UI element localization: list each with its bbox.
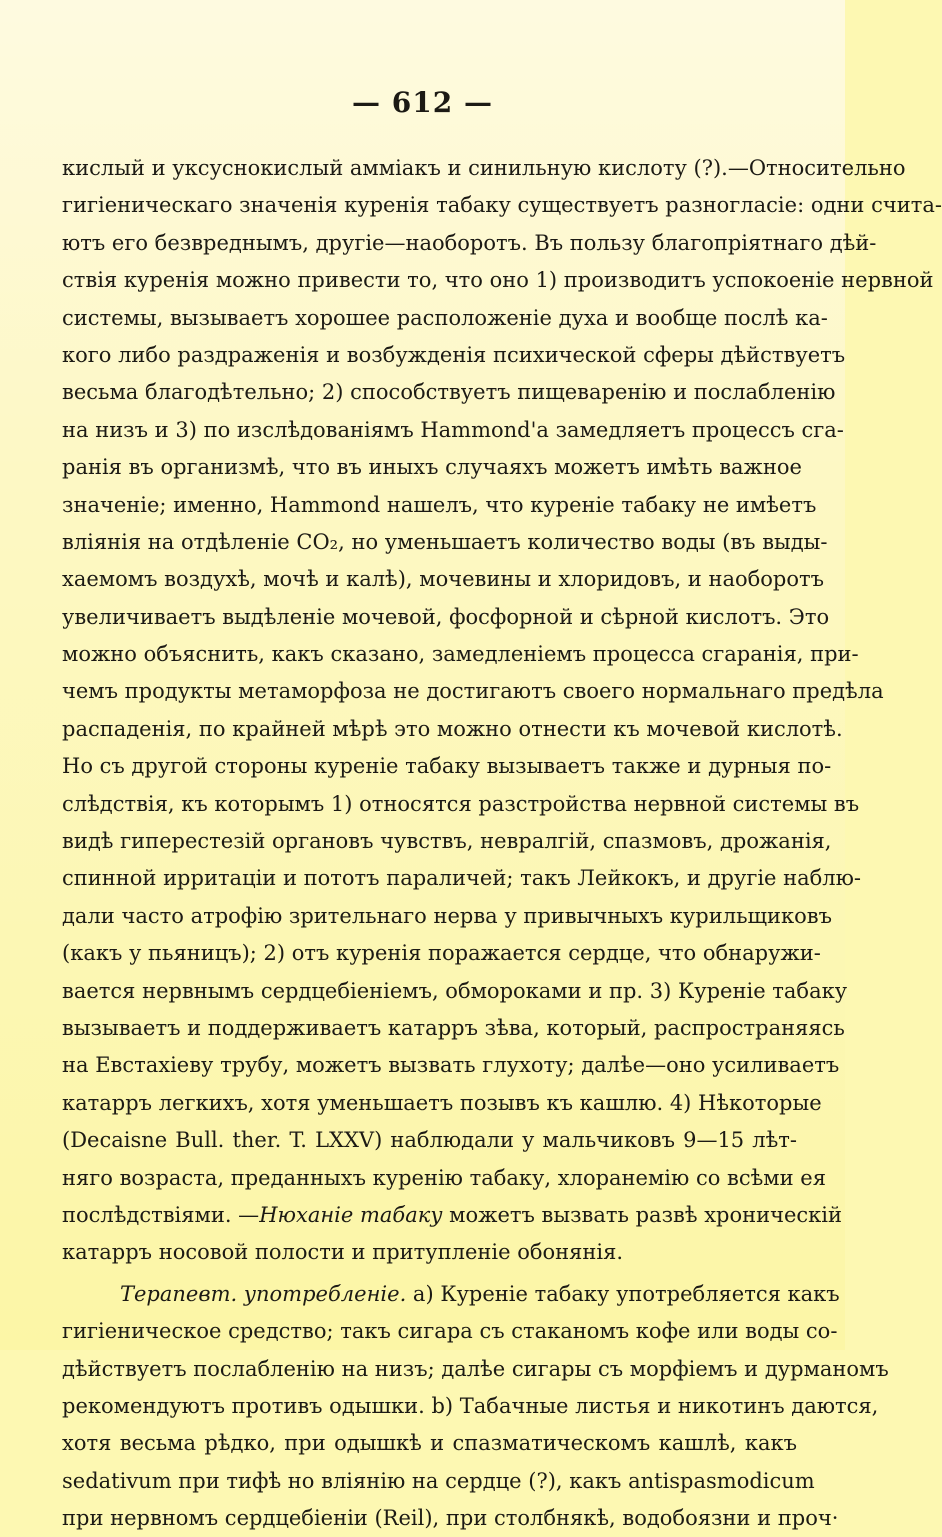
text-line-section-heading	[62, 1276, 840, 1313]
text-line: гигiеническое средство; такъ сигара съ стаканомъ кофе или воды со-	[62, 1319, 838, 1344]
text-segment: послѣдствiями. —	[62, 1202, 260, 1227]
text-segment: можетъ вызвать развѣ хроническiй	[442, 1202, 843, 1227]
text-line: на низъ и 3) по изслѣдованiямъ Hammond'а замедляетъ процессъ сга-	[62, 417, 844, 442]
body-text	[62, 150, 942, 1537]
text-line: видѣ гиперестезiй органовъ чувствъ, невралгiй, спазмовъ, дрожанiя,	[62, 829, 832, 854]
text-line: Но съ другой стороны куренiе табаку вызываетъ также и дурныя по-	[62, 754, 832, 779]
text-line: няго возраста, преданныхъ куренiю табаку, хлоранемiю со всѣми ея	[62, 1165, 826, 1190]
text-line: дѣйствуетъ послабленiю на низъ; далѣе сигары съ морфiемъ и дурманомъ	[62, 1356, 889, 1381]
text-line: дали часто атрофiю зрительнаго нерва у привычныхъ курильщиковъ	[62, 903, 832, 928]
text-line: можно объяснить, какъ сказано, замедленiемъ процесса сгаранiя, при-	[62, 642, 859, 667]
text-line: (Decaisne Bull. ther. T. LXXV) наблюдали у мальчиковъ 9—15 лѣт-	[62, 1128, 797, 1153]
italic-heading-therapeutic: Терапевт. употребленiе.	[120, 1281, 407, 1306]
text-line: катарръ носовой полости и притупленiе обонянiя.	[62, 1240, 624, 1265]
text-line: спинной ирритацiи и пототъ параличей; такъ Лейкокъ, и другiе наблю-	[62, 866, 862, 891]
text-line: гигiеническаго значенiя куренiя табаку существуетъ разногласiе: одни счита-	[62, 193, 942, 218]
text-line: влiянiя на отдѣленiе CO₂, но уменьшаетъ количество воды (въ выды-	[62, 529, 828, 554]
text-line: значенiе; именно, Hammond нашелъ, что куренiе табаку не имѣетъ	[62, 492, 817, 517]
text-line: на Евстахiеву трубу, можетъ вызвать глухоту; далѣе—оно усиливаетъ	[62, 1053, 840, 1078]
text-line: вызываетъ и поддерживаетъ катарръ зѣва, который, распространяясь	[62, 1015, 845, 1040]
page-number: — 612 —	[352, 86, 493, 119]
text-line: хаемомъ воздухѣ, мочѣ и калѣ), мочевины и хлоридовъ, и наоборотъ	[62, 567, 824, 592]
text-line: увеличиваетъ выдѣленiе мочевой, фосфорной и сѣрной кислотъ. Это	[62, 604, 830, 629]
text-segment: а) Куренiе табаку употребляется какъ	[406, 1281, 840, 1306]
text-line: sedativum при тифѣ но влiянiю на сердце (?), какъ antispasmodicum	[62, 1468, 815, 1493]
text-line: слѣдствiя, къ которымъ 1) относятся разстройства нервной системы въ	[62, 791, 860, 816]
text-line: чемъ продукты метаморфоза не достигаютъ своего нормальнаго предѣла	[62, 679, 884, 704]
text-line: ранiя въ организмѣ, что въ иныхъ случаяхъ можетъ имѣть важное	[62, 455, 802, 480]
text-line: (какъ у пьяницъ); 2) отъ куренiя поражается сердце, что обнаружи-	[62, 941, 821, 966]
italic-heading-snuff: Нюханiе табаку	[259, 1202, 443, 1227]
text-line: распаденiя, по крайней мѣрѣ это можно отнести къ мочевой кислотѣ.	[62, 716, 843, 741]
text-line: рекомендуютъ противъ одышки. b) Табачные листья и никотинъ даются,	[62, 1393, 879, 1418]
text-line: хотя весьма рѣдко, при одышкѣ и спазматическомъ кашлѣ, какъ	[62, 1431, 797, 1456]
text-line: кислый и уксуснокислый аммiакъ и синильную кислоту (?).—Относительно	[62, 156, 906, 180]
text-line: ствiя куренiя можно привести то, что оно 1) производитъ успокоенiе нервной	[62, 268, 934, 293]
text-line: кого либо раздраженiя и возбужденiя психической сферы дѣйствуетъ	[62, 342, 846, 367]
text-line: вается нервнымъ сердцебiенiемъ, обмороками и пр. 3) Куренiе табаку	[62, 978, 848, 1003]
text-line: системы, вызываетъ хорошее расположенiе духа и вообще послѣ ка-	[62, 305, 828, 330]
text-line: при нервномъ сердцебiенiи (Reil), при столбнякѣ, водобоязни и проч·	[62, 1506, 839, 1531]
text-line: ютъ его безвреднымъ, другiе—наоборотъ. Въ пользу благопрiятнаго дѣй-	[62, 230, 877, 255]
text-line: катарръ легкихъ, хотя уменьшаетъ позывъ къ кашлю. 4) Нѣкоторые	[62, 1090, 822, 1115]
text-line-italic-heading	[62, 1197, 843, 1234]
text-line: весьма благодѣтельно; 2) способствуетъ пищеваренiю и послабленiю	[62, 380, 836, 405]
